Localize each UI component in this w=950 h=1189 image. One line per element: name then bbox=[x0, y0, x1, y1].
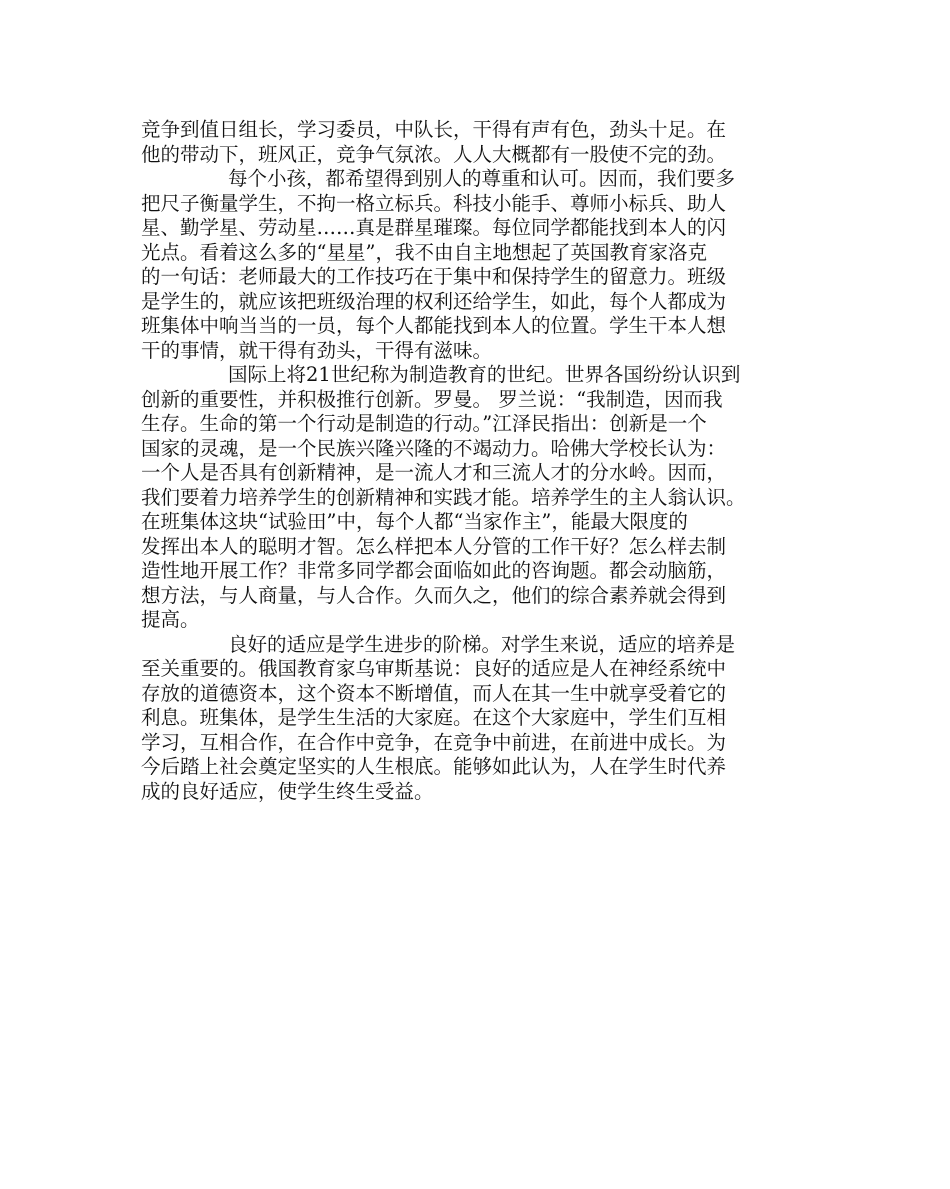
text-line: 生存。生命的第一个行动是制造的行动。”江泽民指出：创新是一个 bbox=[141, 412, 707, 435]
text-line: 存放的道德资本，这个资本不断增值，而人在其一生中就享受着它的 bbox=[141, 681, 727, 705]
text-line: 创新的重要性，并积极推行创新。罗曼。 罗兰说：“我制造，因而我 bbox=[141, 387, 723, 411]
paragraph-start-line: 良好的适应是学生进步的阶梯。对学生来说，适应的培养是 bbox=[228, 632, 736, 656]
text-line: 是学生的，就应该把班级治理的权利还给学生，如此，每个人都成为 bbox=[141, 289, 727, 313]
text-line: 造性地开展工作？非常多同学都会面临如此的咨询题。都会动脑筋， bbox=[141, 559, 727, 582]
text-line: 发挥出本人的聪明才智。怎么样把本人分管的工作干好？怎么样去制 bbox=[141, 534, 727, 558]
text-line: 今后踏上社会奠定坚实的人生根底。能够如此认为，人在学生时代养 bbox=[141, 755, 727, 778]
text-line: 国家的灵魂，是一个民族兴隆兴隆的不竭动力。哈佛大学校长认为： bbox=[141, 436, 727, 460]
text-line: 把尺子衡量学生，不拘一格立标兵。科技小能手、尊师小标兵、助人 bbox=[141, 191, 727, 215]
text-line: 一个人是否具有创新精神，是一流人才和三流人才的分水岭。因而， bbox=[141, 461, 727, 484]
text-line: 至关重要的。俄国教育家乌审斯基说：良好的适应是人在神经系统中 bbox=[141, 657, 727, 680]
text-line: 竞争到值日组长，学习委员，中队长，干得有声有色，劲头十足。在 bbox=[141, 118, 727, 141]
text-line: 提高。 bbox=[141, 608, 200, 631]
text-line: 他的带动下，班风正，竞争气氛浓。人人大概都有一股使不完的劲。 bbox=[141, 142, 727, 166]
text-line: 的一句话：老师最大的工作技巧在于集中和保持学生的留意力。班级 bbox=[141, 265, 727, 288]
text-line: 利息。班集体，是学生生活的大家庭。在这个大家庭中，学生们互相 bbox=[141, 706, 727, 729]
text-line: 想方法，与人商量，与人合作。久而久之，他们的综合素养就会得到 bbox=[141, 583, 727, 607]
text-line: 我们要着力培养学生的创新精神和实践才能。培养学生的主人翁认识。 bbox=[141, 485, 746, 509]
text-line: 学习，互相合作，在合作中竞争，在竞争中前进，在前进中成长。为 bbox=[141, 730, 727, 754]
text-line: 在班集体这块“试验田”中，每个人都“当家作主”，能最大限度的 bbox=[141, 510, 688, 533]
text-line: 班集体中响当当的一员，每个人都能找到本人的位置。学生干本人想 bbox=[141, 314, 727, 337]
document-body bbox=[141, 118, 821, 804]
text-line: 星、勤学星、劳动星……真是群星璀璨。每位同学都能找到本人的闪 bbox=[141, 216, 727, 239]
paragraph-start-line: 每个小孩，都希望得到别人的尊重和认可。因而，我们要多 bbox=[228, 167, 736, 190]
text-line: 干的事情，就干得有劲头，干得有滋味。 bbox=[141, 338, 493, 362]
text-line: 光点。看着这么多的“星星”，我不由自主地想起了英国教育家洛克 bbox=[141, 240, 707, 264]
text-line: 成的良好适应，使学生终生受益。 bbox=[141, 779, 434, 803]
paragraph-start-line: 国际上将21世纪称为制造教育的世纪。世界各国纷纷认识到 bbox=[228, 363, 741, 386]
